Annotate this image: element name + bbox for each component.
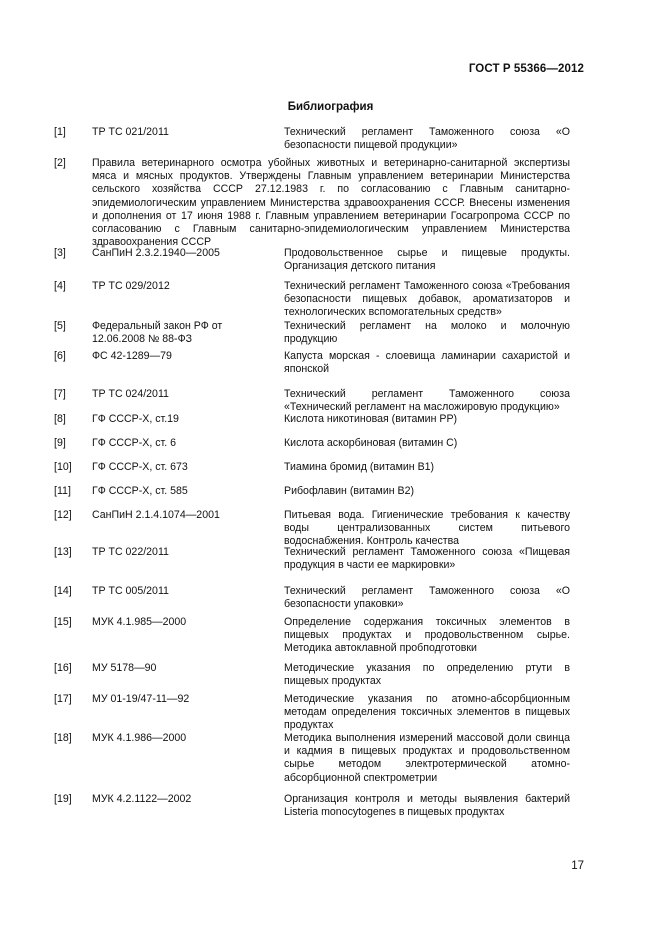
- entry-code: МУ 5178—90: [92, 662, 157, 674]
- entry-code: ТР ТС 029/2012: [92, 280, 170, 292]
- entry-description: Методические указания по атомно-абсорбционным методам определения токсичных элементов в пищевых продуктах: [284, 693, 570, 732]
- entry-number: [4]: [54, 280, 66, 292]
- entry-code: ГФ СССР-Х, ст. 585: [92, 485, 188, 497]
- entry-number: [12]: [54, 509, 72, 521]
- entry-number: [2]: [54, 157, 66, 169]
- entry-code: МУ 01-19/47-11—92: [92, 693, 190, 705]
- entry-description: Технический регламент Таможенного союза «Технический регламент на масложировую продукцию»: [284, 388, 570, 414]
- entry-number: [19]: [54, 793, 72, 805]
- entry-description: Технический регламент Таможенного союза «О безопасности пищевой продукции»: [284, 126, 570, 152]
- entry-number: [1]: [54, 126, 66, 138]
- entry-code: МУК 4.1.985—2000: [92, 616, 187, 628]
- entry-description: Технический регламент Таможенного союза «О безопасности упаковки»: [284, 585, 570, 611]
- entry-number: [7]: [54, 388, 66, 400]
- entry-description: Технический регламент Таможенного союза «Пищевая продукция в части ее маркировки»: [284, 546, 570, 572]
- entry-number: [16]: [54, 662, 72, 674]
- entry-number: [9]: [54, 437, 66, 449]
- entry-number: [17]: [54, 693, 72, 705]
- entry-description: Капуста морская - слоевища ламинарии сахаристой и японской: [284, 350, 570, 376]
- entry-description: Кислота аскорбиновая (витамин С): [284, 437, 458, 449]
- entry-description: Определение содержания токсичных элементов в пищевых продуктах и продовольственном сырье. Методика автоклавной пробподготовки: [284, 616, 570, 655]
- entry-code: ТР ТС 022/2011: [92, 546, 169, 558]
- entry-number: [14]: [54, 585, 72, 597]
- entry-code: ГФ СССР-Х, ст. 6: [92, 437, 176, 449]
- entry-description: Питьевая вода. Гигиенические требования к качеству воды централизованных систем питьевого водоснабжения. Контроль качества: [284, 509, 570, 548]
- entry-description: Методика выполнения измерений массовой доли свинца и кадмия в пищевых продуктах и продовольственном сырье методом электротермической атомно-абсорбционной спектрометрии: [284, 732, 570, 784]
- entry-number: [18]: [54, 732, 72, 744]
- entry-description: Технический регламент на молоко и молочную продукцию: [284, 320, 570, 346]
- bibliography-title: Библиография: [287, 101, 374, 113]
- entry-description: Тиамина бромид (витамин В1): [284, 461, 435, 473]
- entry-description: Организация контроля и методы выявления бактерий Listeria monocytogenes в пищевых продуктах: [284, 793, 570, 819]
- entry-number: [6]: [54, 350, 66, 362]
- page-number: 17: [571, 860, 584, 872]
- standard-header: ГОСТ Р 55366—2012: [468, 63, 584, 75]
- entry-code: МУК 4.1.986—2000: [92, 732, 187, 744]
- entry-description: Кислота никотиновая (витамин РР): [284, 413, 458, 425]
- entry-number: [5]: [54, 320, 66, 332]
- entry-code: СанПиН 2.1.4.1074—2001: [92, 509, 220, 521]
- entry-description: Методические указания по определению ртути в пищевых продуктах: [284, 662, 570, 688]
- entry-code: ТР ТС 005/2011: [92, 585, 169, 597]
- entry-code: ТР ТС 024/2011: [92, 388, 169, 400]
- entry-number: [3]: [54, 247, 66, 259]
- entry-code: ТР ТС 021/2011: [92, 126, 169, 138]
- entry-description: Рибофлавин (витамин В2): [284, 485, 415, 497]
- entry-code: ГФ СССР-Х, ст. 673: [92, 461, 188, 473]
- entry-code: МУК 4.2.1122—2002: [92, 793, 192, 805]
- entry-code: Федеральный закон РФ от 12.06.2008 № 88-ФЗ: [92, 320, 223, 346]
- entry-code: ФС 42-1289—79: [92, 350, 172, 362]
- entry-number: [10]: [54, 461, 72, 473]
- entry-description: Продовольственное сырье и пищевые продукты. Организация детского питания: [284, 247, 570, 273]
- entry-description: Технический регламент Таможенного союза «Требования безопасности пищевых добавок, ароматизаторов и технологических вспомогательных средств»: [284, 280, 570, 319]
- entry-code: СанПиН 2.3.2.1940—2005: [92, 247, 220, 259]
- entry-number: [8]: [54, 413, 66, 425]
- entry-number: [13]: [54, 546, 72, 558]
- entry-code: ГФ СССР-Х, ст.19: [92, 413, 179, 425]
- entry-full-text: Правила ветеринарного осмотра убойных животных и ветеринарно-санитарной экспертизы мяса и мясных продуктов. Утверждены Главным управлением ветеринарии Министерства сельского хозяйства СССР 27.12.1983 г. по согласованию с Главным санитарно-эпидемиологическим управлением Министерства здравоохранения СССР. Внесены изменения и дополнения от 17 июня 1988 г. Главным управлением ветеринарии Госагропрома СССР по согласованию с Главным санитарно-эпидемиологическим управлением Министерства здравоохранения СССР: [92, 157, 570, 249]
- entry-number: [15]: [54, 616, 72, 628]
- entry-number: [11]: [54, 485, 71, 497]
